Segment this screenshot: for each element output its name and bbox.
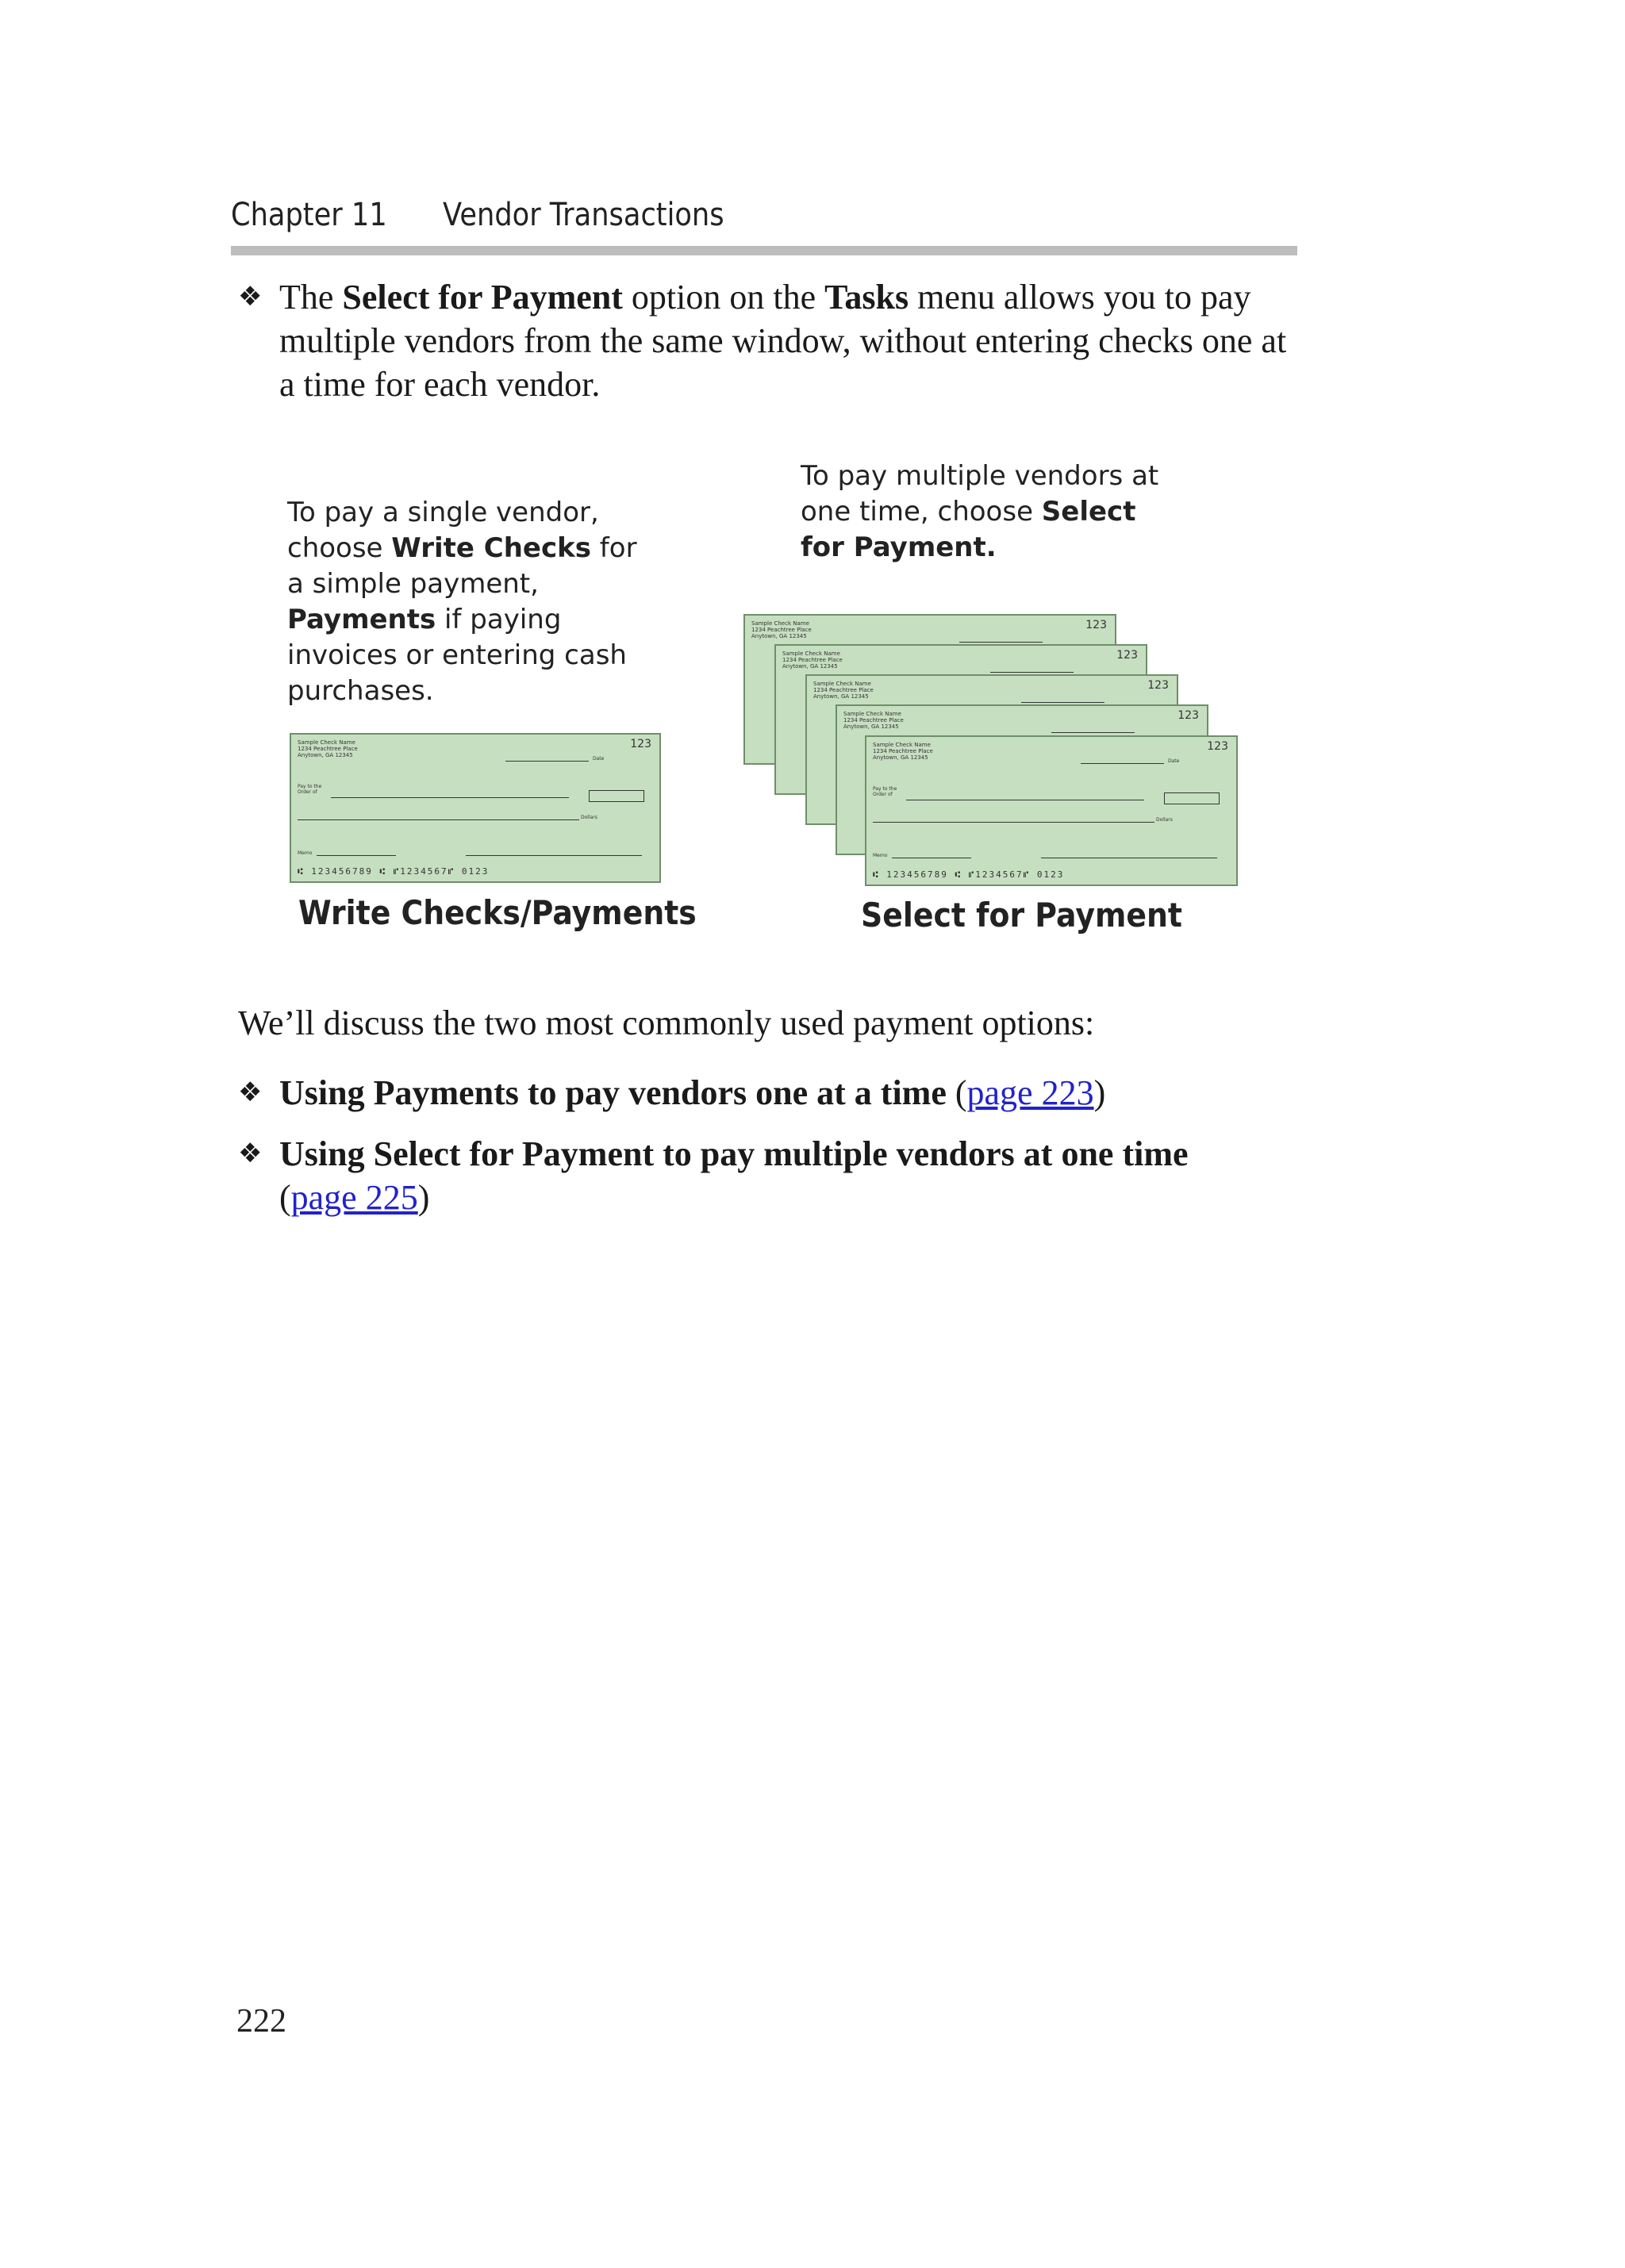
page-number: 222 xyxy=(236,2003,286,2040)
option-bullet-payments: ❖ Using Payments to pay vendors one at a time (page 223) xyxy=(238,1071,1301,1115)
option-bullet-select-for-payment: ❖ Using Select for Payment to pay multiple vendors at one time (page 225) xyxy=(238,1132,1301,1219)
link-page-225[interactable]: page 225 xyxy=(290,1178,418,1217)
bullet-diamond-icon: ❖ xyxy=(238,281,263,313)
link-page-223[interactable]: page 223 xyxy=(966,1073,1094,1112)
label-select-for-payment: Select for Payment xyxy=(861,896,1182,934)
check-illustration-stack-1: Sample Check Name 1234 Peachtree Place Anytown, GA 12345 123 xyxy=(743,614,1116,765)
check-illustration-stack-3: Sample Check Name 1234 Peachtree Place Anytown, GA 12345 123 xyxy=(805,674,1178,825)
check-payer-address: Sample Check Name 1234 Peachtree Place Anytown, GA 12345 xyxy=(298,739,358,758)
caption-single-vendor: To pay a single vendor, choose Write Checks for a simple payment, Payments if paying invoices or entering cash purchases. xyxy=(287,497,637,707)
header-rule xyxy=(231,246,1297,255)
intro-bullet xyxy=(238,275,1301,406)
check-illustration-stack-2: Sample Check Name 1234 Peachtree Place Anytown, GA 12345 123 xyxy=(774,644,1147,795)
chapter-label: Chapter 11 xyxy=(231,197,387,233)
intro-bullet-text: The Select for Payment option on the Tasks menu allows you to pay multiple vendors from the same window, without entering checks one at a time for each vendor. xyxy=(279,278,1287,404)
bullet-diamond-icon: ❖ xyxy=(238,1076,263,1108)
running-header xyxy=(231,197,1297,243)
check-pay-label: Pay to the Order of xyxy=(298,784,322,795)
discussion-intro: We’ll discuss the two most commonly used payment options: xyxy=(238,1004,1095,1042)
check-micr-line: ⑆ 123456789 ⑆ ⑈1234567⑈ 0123 xyxy=(298,866,490,877)
check-memo-label: Memo xyxy=(298,850,313,856)
check-number: 123 xyxy=(630,738,651,750)
bullet-diamond-icon: ❖ xyxy=(238,1138,263,1169)
check-illustration-stack-front: Sample Check Name 1234 Peachtree Place Anytown, GA 12345 123 Date Pay to the Order of Dollars Memo ⑆ 123456789 ⑆ ⑈1234567⑈ 0123 xyxy=(865,735,1238,886)
chapter-title: Vendor Transactions xyxy=(443,197,724,233)
check-dollars-label: Dollars xyxy=(581,815,597,820)
label-write-checks: Write Checks/Payments xyxy=(298,893,697,932)
check-illustration-stack-4: Sample Check Name 1234 Peachtree Place Anytown, GA 12345 123 xyxy=(836,704,1208,855)
check-illustration-single xyxy=(290,733,661,883)
check-date-label: Date xyxy=(593,756,605,762)
caption-multiple-vendors: To pay multiple vendors at one time, choose Select for Payment. xyxy=(801,460,1159,563)
